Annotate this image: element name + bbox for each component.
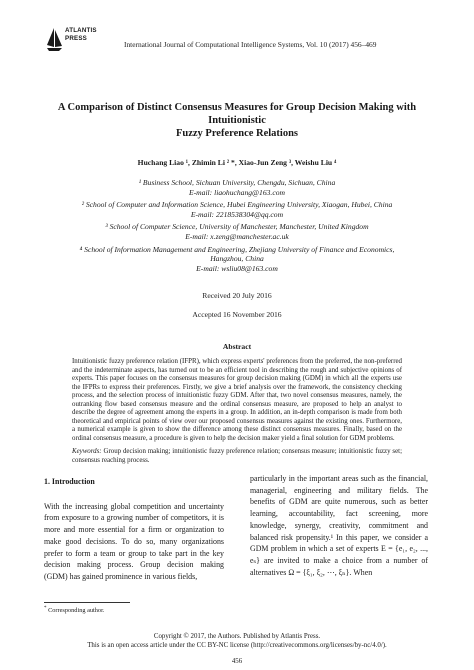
affiliation-2-email: E-mail: 2218538304@qq.com <box>190 209 284 219</box>
affiliations <box>30 178 444 276</box>
received-date: Received 20 July 2016 <box>202 291 272 300</box>
logo-line-2: PRESS <box>65 35 87 42</box>
affiliation-3-institution: ³ School of Computer Science, University of Manchester, Manchester, United Kingdom <box>105 222 369 232</box>
atlantis-press-logo <box>44 24 108 60</box>
logo-line-1: ATLANTIS <box>65 27 97 34</box>
introduction-paragraph-left: With the increasing global competition and uncertainty from exposure to a growing number of competitors, it is more and more essential for a firm or organization to make good decisions. To do so, many organizations prefer to form a team or group to take part in the key decision making process. Group decision making (GDM) has gained prominence in various fields, <box>44 501 224 581</box>
footnote <box>44 606 104 614</box>
footnote-text: Corresponding author. <box>48 607 105 615</box>
affiliation-4-institution: ⁴ School of Information Management and Engineering, Zhejiang University of Finance and Economics, <box>79 244 395 254</box>
affiliation-1-institution: ¹ Business School, Sichuan University, Chengdu, Sichuan, China <box>138 178 336 187</box>
copyright-line: Copyright © 2017, the Authors. Published by Atlantis Press. <box>153 633 321 640</box>
author-list: Huchang Liao ¹, Zhimin Li ² *, Xiao-Jun Zeng ³, Weishu Liu ⁴ <box>137 158 337 167</box>
keywords <box>72 448 402 465</box>
affiliation-1 <box>30 178 444 197</box>
left-column <box>44 476 224 583</box>
right-column <box>250 473 428 578</box>
page-footer <box>30 632 444 651</box>
affiliation-4 <box>30 245 444 274</box>
license-link[interactable]: http://creativecommons.org/licenses/by-nc/4.0/ <box>253 642 383 650</box>
abstract-heading: Abstract <box>222 342 252 351</box>
license-suffix: ). <box>382 642 387 650</box>
license-line <box>30 641 444 650</box>
affiliation-1-email: E-mail: liaohuchang@163.com <box>189 187 285 197</box>
keywords-text: Group decision making; intuitionistic fuzzy preference relation; consensus measure; intuitionistic fuzzy set; consensus reaching process. <box>72 448 402 464</box>
license-prefix: This is an open access article under the CC BY-NC license ( <box>87 642 254 650</box>
page-number: 456 <box>231 658 243 665</box>
page-header <box>44 24 434 64</box>
abstract-text: Intuitionistic fuzzy preference relation (IFPR), which express experts' preferences from the preferred, the non-preferred and the indeterminate aspects, has turned out to be an efficient tool in describing the rough and subjective opinions of experts. This paper focuses on the consensus measures for group decision making (GDM) in which all the experts use the IFPRs to express their preferences. Firstly, we give a brief analysis over the framework, the consistency checking process, and the selection process of intuitionistic fuzzy GDM. After that, two novel consensus measures, namely, the outranking flow based consensus measure and the ordinal consensus measure, are proposed to help an analyst to describe the degree of agreement among the experts in a group. In addition, an in-depth comparison is made from both theoretical and empirical points of view over our proposed consensus measures against the existing ones. Furthermore, a numerical example is given to show the difference among these distinct consensus measures. Finally, based on the ordinal consensus measure, a procedure is given to help the decision maker yield a final solution for GDM problems. <box>72 358 402 442</box>
title-line-1: A Comparison of Distinct Consensus Measures for Group Decision Making with Intuitionistic <box>57 102 417 126</box>
section-heading-introduction: 1. Introduction <box>44 477 95 486</box>
affiliation-4-email: E-mail: wsliu08@163.com <box>196 263 278 273</box>
introduction-paragraph-right: particularly in the important areas such as the financial, managerial, engineering and military fields. The benefits of GDM are quite numerous, such as better learning, accountability, fact screening, more knowledge, synergy, creativity, commitment and balanced risk propensity.¹ In this paper, we consider a GDM problem in which a set of experts E = {e₁, e₂, ..., eₛ} are invited to make a choice from a number of alternatives Ω = {ξ₁, ξ₂, ⋯, ξₙ}. When <box>250 474 428 577</box>
paper-title <box>30 101 444 140</box>
submission-dates <box>30 291 444 329</box>
affiliation-2 <box>30 200 444 219</box>
footnote-marker: * <box>44 606 47 611</box>
affiliation-4-city: Hangzhou, China <box>210 254 264 264</box>
affiliation-3-email: E-mail: x.zeng@manchester.ac.uk <box>185 231 289 241</box>
sailing-ship-icon <box>44 26 64 52</box>
affiliation-2-institution: ² School of Computer and Information Science, Hubei Engineering University, Xiaogan, Hubei, China <box>81 200 393 210</box>
affiliation-3 <box>30 222 444 241</box>
accepted-date: Accepted 16 November 2016 <box>192 310 282 319</box>
keywords-label: Keywords: <box>72 448 102 455</box>
title-line-2: Fuzzy Preference Relations <box>175 128 299 139</box>
journal-citation: International Journal of Computational Intelligence Systems, Vol. 10 (2017) 456–469 <box>124 40 377 49</box>
footnote-divider <box>44 602 130 603</box>
